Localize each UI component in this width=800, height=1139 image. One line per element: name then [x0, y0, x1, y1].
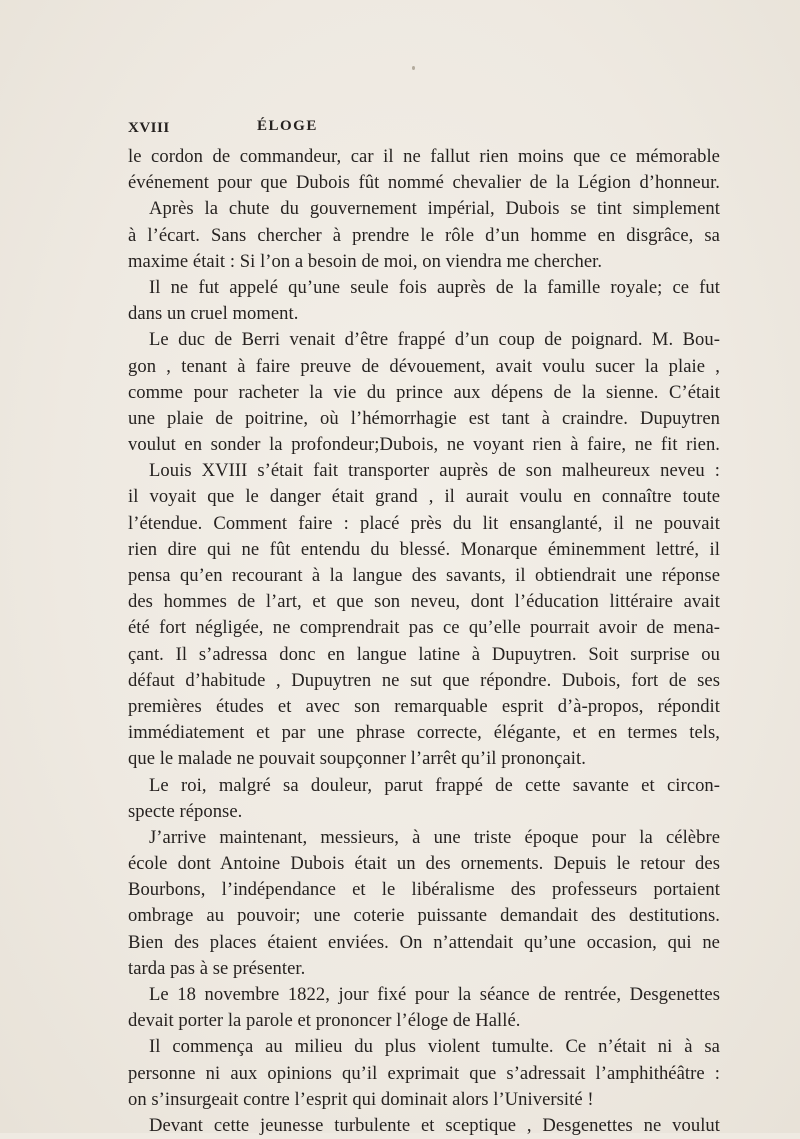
text-line: le cordon de commandeur, car il ne fallut rien moins que ce mémorable [128, 146, 720, 167]
text-line: pensa qu’en recourant à la langue des savants, il obtiendrait une réponse [128, 565, 720, 586]
text-line: devait porter la parole et prononcer l’éloge de Hallé. [128, 1010, 521, 1032]
text-line: maxime était : Si l’on a besoin de moi, on viendra me chercher. [128, 250, 603, 272]
text-line: école dont Antoine Dubois était un des ornements. Depuis le retour des [128, 853, 720, 875]
running-title: ÉLOGE [257, 118, 318, 134]
text-line: J’arrive maintenant, messieurs, à une triste époque pour la célèbre [149, 826, 720, 848]
text-line: Devant cette jeunesse turbulente et sceptique , Desgenettes ne voulut [149, 1114, 720, 1136]
text-line: premières études et avec son remarquable esprit d’à-propos, répondit [128, 695, 720, 717]
text-line: personne ni aux opinions qu’il exprimait que s’adressait l’amphithéâtre : [128, 1062, 720, 1084]
text-line: à l’écart. Sans chercher à prendre le rôle d’un homme en disgrâce, sa [128, 224, 720, 246]
text-line: specte réponse. [128, 800, 243, 822]
text-line: Bien des places étaient enviées. On n’attendait qu’une occasion, qui ne [128, 931, 720, 953]
page-header [128, 118, 718, 140]
text-line: l’étendue. Comment faire : placé près du lit ensanglanté, il ne pouvait [128, 512, 720, 534]
text-line: Bourbons, l’indépendance et le libéralisme des professeurs portaient [128, 879, 720, 901]
text-line: çant. Il s’adressa donc en langue latine à Dupuytren. Soit surprise ou [128, 643, 720, 665]
page-number: XVIII [128, 120, 170, 136]
text-line: on s’insurgeait contre l’esprit qui dominait alors l’Université ! [128, 1088, 594, 1110]
text-line: une plaie de poitrine, où l’hémorrhagie est tant à craindre. Dupuytren [128, 407, 720, 429]
text-line: Le 18 novembre 1822, jour fixé pour la séance de rentrée, Desgenettes [149, 984, 720, 1005]
text-line: rien dire qui ne fût entendu du blessé. Monarque éminemment lettré, il [128, 538, 720, 560]
text-line: Louis XVIII s’était fait transporter auprès de son malheureux neveu : [149, 460, 720, 482]
text-line: gon , tenant à faire preuve de dévouement, avait voulu sucer la plaie , [128, 355, 720, 377]
text-line: ombrage au pouvoir; une coterie puissante demandait des destitutions. [128, 905, 720, 927]
paper-speck [412, 66, 415, 70]
text-line: Le roi, malgré sa douleur, parut frappé de cette savante et circon- [149, 774, 720, 796]
text-line: que le malade ne pouvait soupçonner l’arrêt qu’il prononçait. [128, 748, 586, 770]
text-line: défaut d’habitude , Dupuytren ne sut que répondre. Dubois, fort de ses [128, 669, 720, 691]
text-line: tarda pas à se présenter. [128, 957, 306, 979]
text-line: dans un cruel moment. [128, 303, 299, 325]
text-line: voulut en sonder la profondeur;Dubois, ne voyant rien à faire, ne fit rien. [128, 434, 720, 456]
text-line: Après la chute du gouvernement impérial, Dubois se tint simplement [149, 198, 720, 220]
text-line: immédiatement et par une phrase correcte, élégante, et en termes tels, [128, 722, 720, 744]
text-line: été fort négligée, ne comprendrait pas ce qu’elle pourrait avoir de mena- [128, 617, 720, 639]
text-line: Il commença au milieu du plus violent tumulte. Ce n’était ni à sa [149, 1036, 720, 1058]
text-line: Le duc de Berri venait d’être frappé d’un coup de poignard. M. Bou- [149, 329, 720, 351]
body-text [128, 144, 720, 1139]
text-line: Il ne fut appelé qu’une seule fois auprès de la famille royale; ce fut [149, 276, 720, 298]
text-line: comme pour racheter la vie du prince aux dépens de la sienne. C’était [128, 381, 720, 403]
text-line: des hommes de l’art, et que son neveu, dont l’éducation littéraire avait [128, 591, 720, 613]
text-line: événement pour que Dubois fût nommé chevalier de la Légion d’honneur. [128, 172, 720, 194]
text-line: il voyait que le danger était grand , il aurait voulu en connaître toute [128, 486, 720, 508]
